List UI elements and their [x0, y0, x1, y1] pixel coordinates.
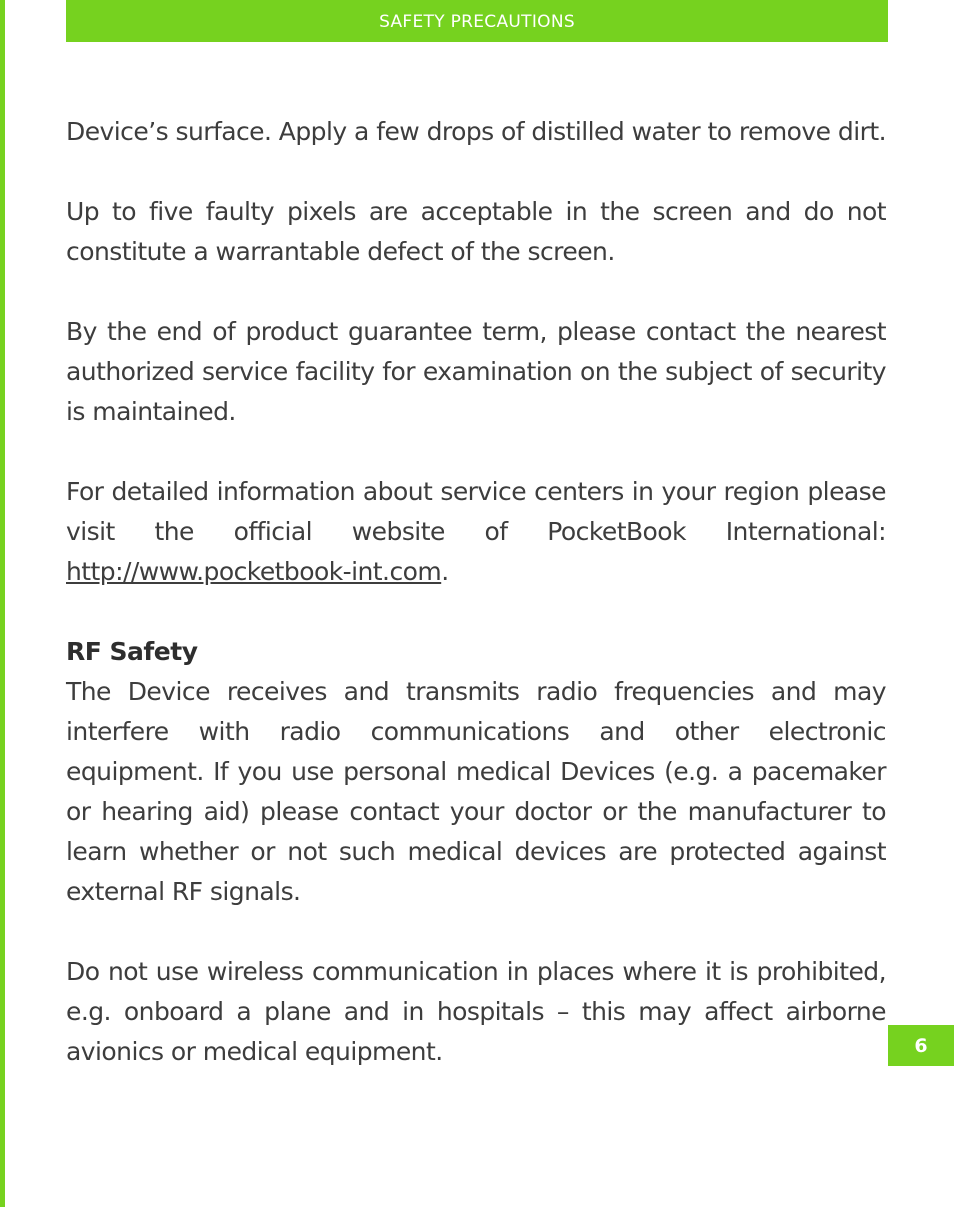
section-header — [66, 0, 888, 42]
paragraph-faulty-pixels: Up to five faulty pixels are acceptable in the screen and do not constitute a warrantable defect of the screen. — [66, 197, 886, 266]
paragraph-service-centers — [66, 472, 886, 592]
paragraph-rf-medical: The Device receives and transmits radio frequencies and may interfere with radio communications and other electronic equipment. If you use personal medical Devices (e.g. a pacemaker or hearing aid) please contact your doctor or the manufacturer to learn whether or not such medical devices are protected against external RF signals. — [66, 677, 886, 906]
paragraph-rf-wireless: Do not use wireless communication in places where it is prohibited, e.g. onboard a plane and in hospitals – this may affect airborne avionics or medical equipment. — [66, 957, 886, 1066]
rf-safety-heading: RF Safety — [66, 637, 198, 666]
left-accent-bar — [0, 0, 5, 1207]
paragraph-guarantee: By the end of product guarantee term, please contact the nearest authorized service facility for examination on the subject of security is maintained. — [66, 317, 886, 426]
page-content — [66, 112, 886, 1112]
service-centers-suffix: . — [441, 557, 449, 586]
paragraph-cleaning: Device’s surface. Apply a few drops of distilled water to remove dirt. — [66, 117, 886, 146]
page-number: 6 — [914, 1034, 928, 1057]
pocketbook-website-link[interactable]: http://www.pocketbook-int.com — [66, 557, 442, 586]
service-centers-text: For detailed information about service centers in your region please visit the official website of PocketBook International: — [66, 477, 886, 546]
section-title: SAFETY PRECAUTIONS — [379, 12, 575, 32]
page-number-badge — [888, 1025, 954, 1066]
